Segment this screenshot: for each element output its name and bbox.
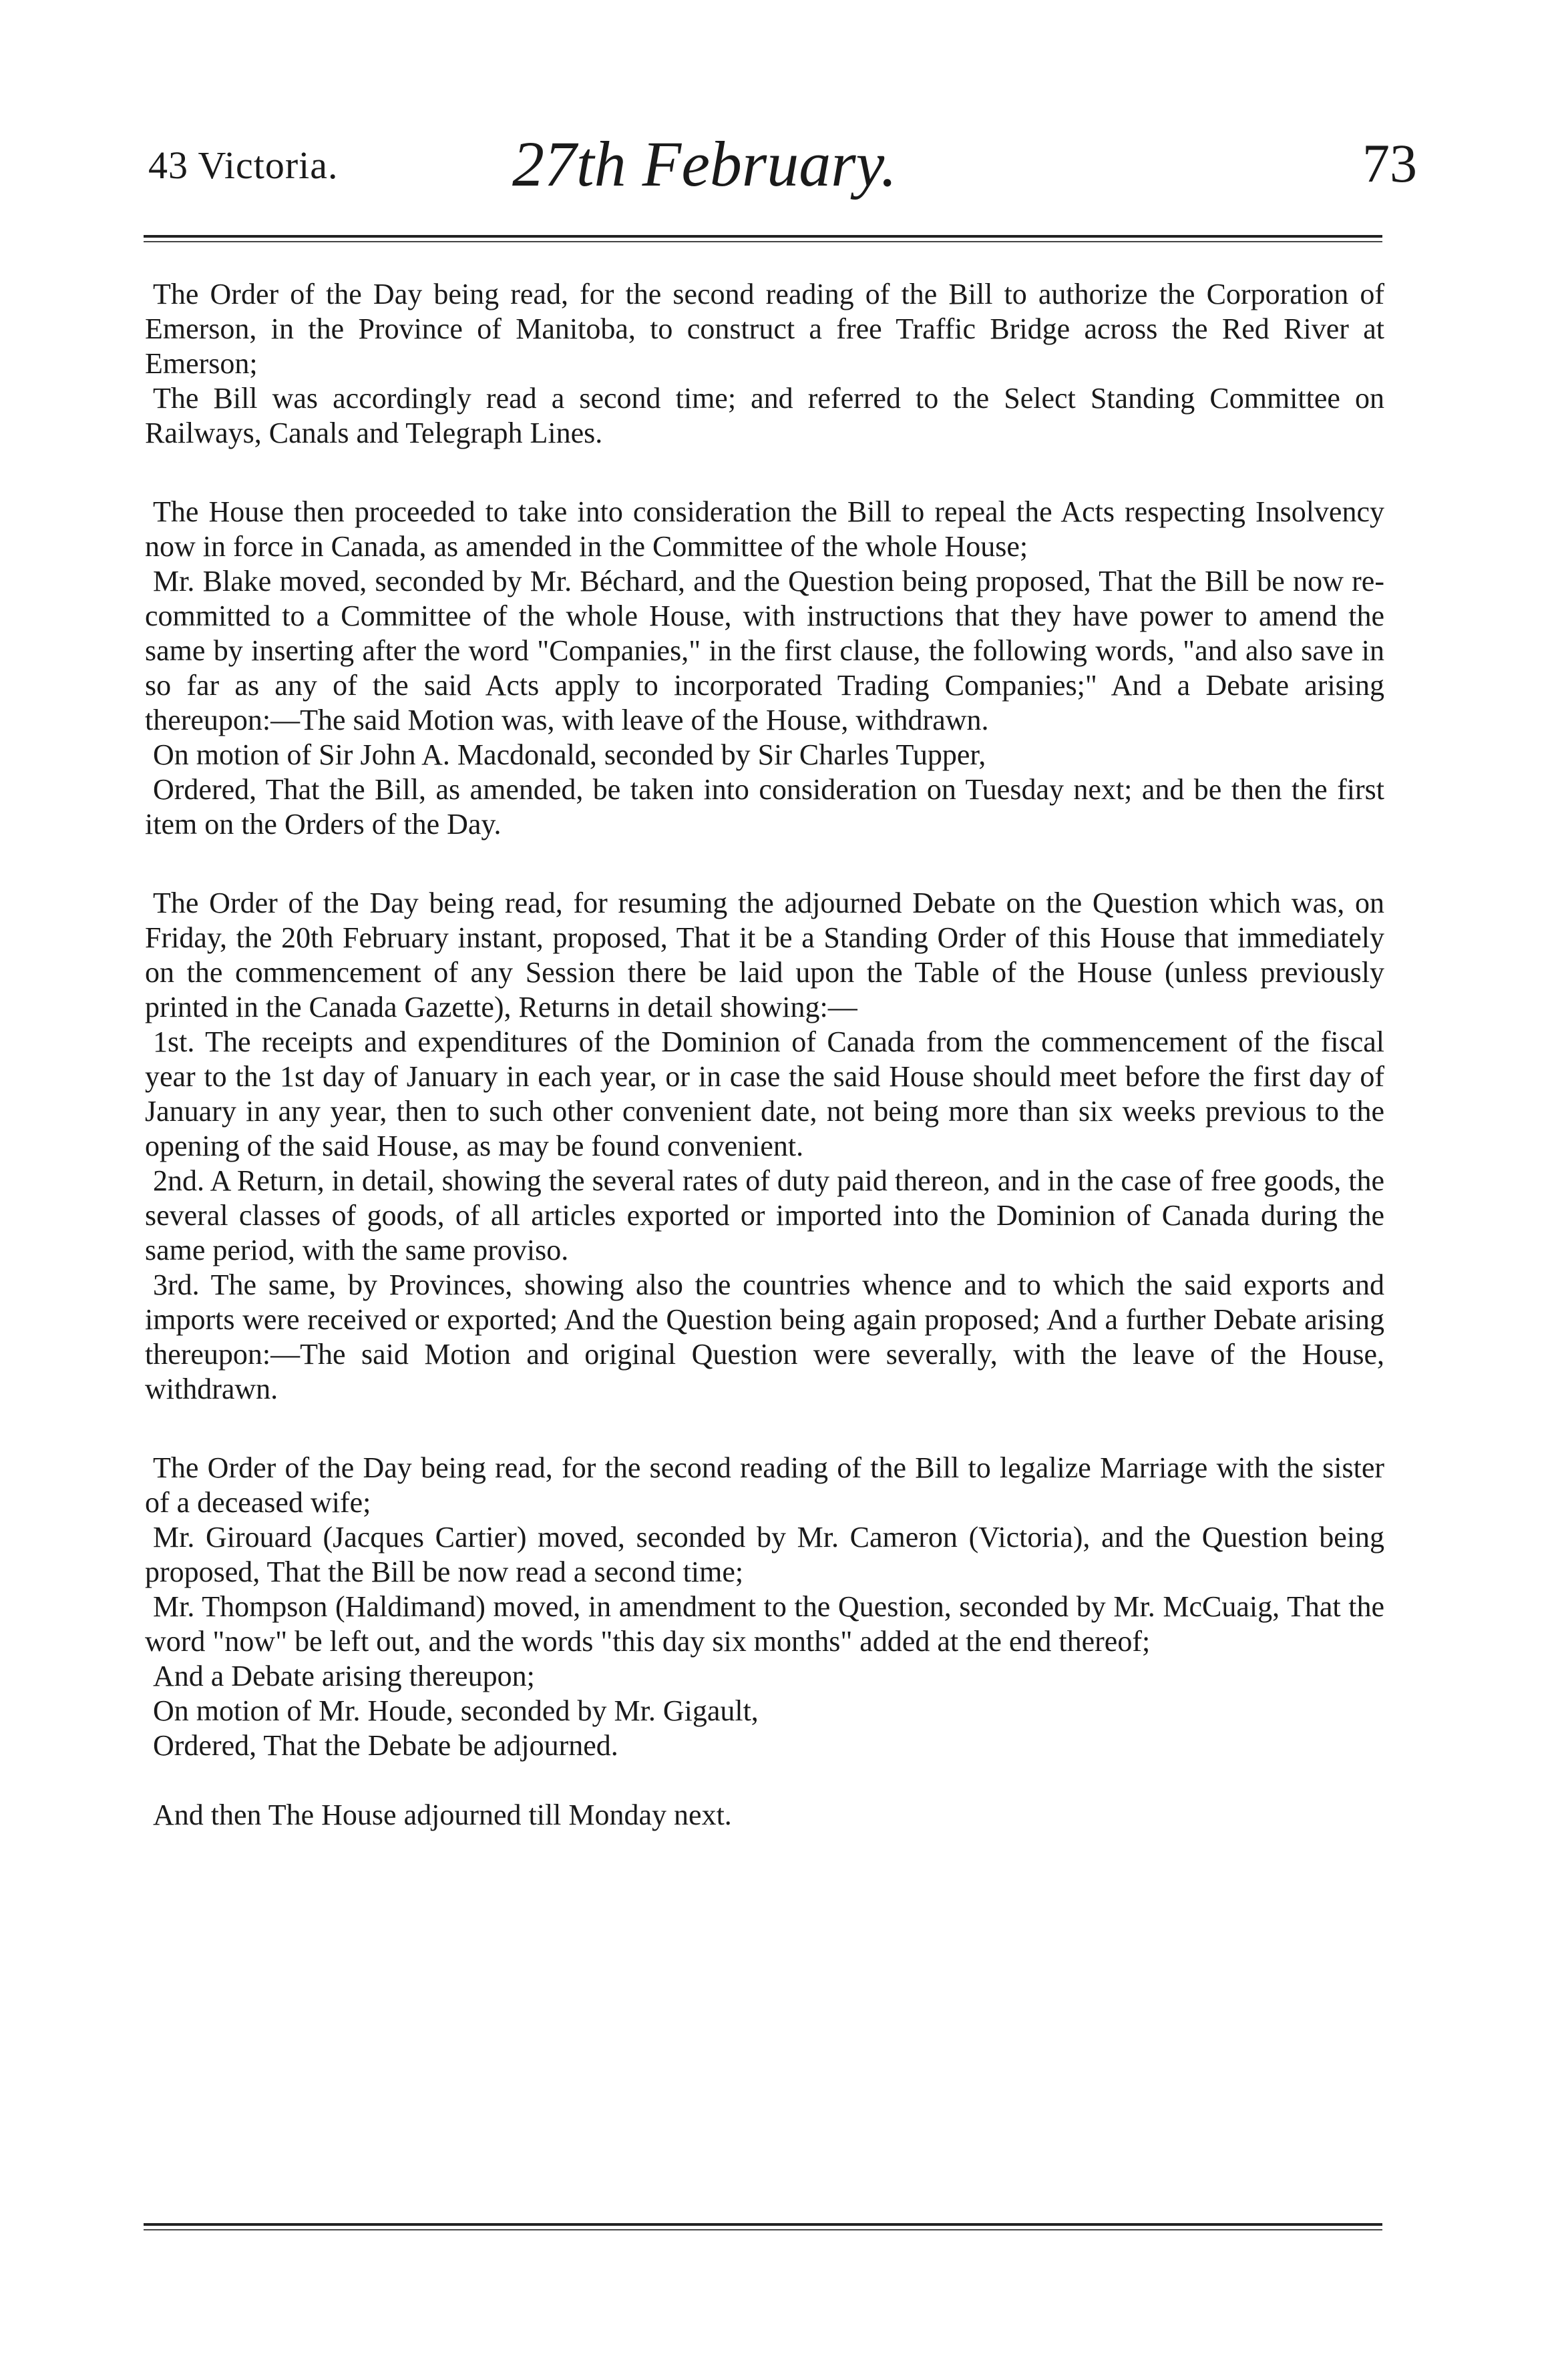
paragraph: The Bill was accordingly read a second time; and referred to the Select Standing Committee on Railways, Canals and Telegraph Lines. (145, 382, 1384, 449)
header-rule (144, 235, 1382, 242)
paragraph: And a Debate arising thereupon; (153, 1660, 535, 1692)
paragraph: Mr. Blake moved, seconded by Mr. Béchard, and the Question being proposed, That the Bill be now re-committed to a Committee of the whole House, with instructions that they have power to amend the same by inserting after the word "Companies," in the first clause, the following words, "and also save in so far as any of the said Acts apply to incorporated Trading Companies;" And a Debate arising thereupon:—The said Motion was, with leave of the House, withdrawn. (145, 565, 1384, 736)
journal-body (145, 277, 1384, 1833)
footer-rule (144, 2223, 1382, 2230)
entry-adjournment (145, 1798, 1384, 1833)
paragraph: The Order of the Day being read, for the second reading of the Bill to authorize the Corporation of Emerson, in the Province of Manitoba, to construct a free Traffic Bridge across the Red River at Emerson; (145, 278, 1384, 380)
paragraph: Mr. Girouard (Jacques Cartier) moved, seconded by Mr. Cameron (Victoria), and the Question being proposed, That the Bill be now read a second time; (145, 1521, 1384, 1588)
header-date: 27th February. (512, 128, 897, 200)
paragraph: On motion of Sir John A. Macdonald, seconded by Sir Charles Tupper, (153, 738, 986, 771)
paragraph: Ordered, That the Debate be adjourned. (153, 1729, 618, 1762)
entry-emerson-bridge (145, 277, 1384, 451)
page-number: 73 (1362, 133, 1417, 194)
paragraph: The Order of the Day being read, for the second reading of the Bill to legalize Marriage with the sister of a deceased wife; (145, 1451, 1384, 1519)
paragraph: Ordered, That the Bill, as amended, be taken into consideration on Tuesday next; and be then the first item on the Orders of the Day. (145, 773, 1384, 841)
paragraph: And then The House adjourned till Monday next. (153, 1799, 732, 1831)
page-header (148, 127, 1417, 207)
paragraph: The Order of the Day being read, for resuming the adjourned Debate on the Question which was, on Friday, the 20th February instant, proposed, That it be a Standing Order of this House that immediately on the commencement of any Session there be laid upon the Table of the House (unless previously printed in the Canada Gazette), Returns in detail showing:— (145, 887, 1384, 1023)
paragraph: Mr. Thompson (Haldimand) moved, in amendment to the Question, seconded by Mr. McCuaig, That the word "now" be left out, and the words "this day six months" added at the end thereof; (145, 1590, 1384, 1658)
entry-marriage-bill (145, 1451, 1384, 1763)
paragraph: 3rd. The same, by Provinces, showing also the countries whence and to which the said exports and imports were received or exported; And the Question being again proposed; And a further Debate arising thereupon:—The said Motion and original Question were severally, with the leave of the House, withdrawn. (145, 1268, 1384, 1405)
header-session: 43 Victoria. (148, 144, 339, 187)
entry-standing-order-returns (145, 886, 1384, 1407)
paragraph: 1st. The receipts and expenditures of the Dominion of Canada from the commencement of the fiscal year to the 1st day of January in each year, or in case the said House should meet before the first day of January in any year, then to such other convenient date, not being more than six weeks previous to the opening of the said House, as may be found convenient. (145, 1025, 1384, 1162)
paragraph: The House then proceeded to take into consideration the Bill to repeal the Acts respecting Insolvency now in force in Canada, as amended in the Committee of the whole House; (145, 495, 1384, 563)
paragraph: On motion of Mr. Houde, seconded by Mr. Gigault, (153, 1694, 759, 1727)
paragraph: 2nd. A Return, in detail, showing the several rates of duty paid thereon, and in the case of free goods, the several classes of goods, of all articles exported or imported into the Dominion of Canada during the same period, with the same proviso. (145, 1164, 1384, 1266)
entry-insolvency-bill (145, 495, 1384, 842)
